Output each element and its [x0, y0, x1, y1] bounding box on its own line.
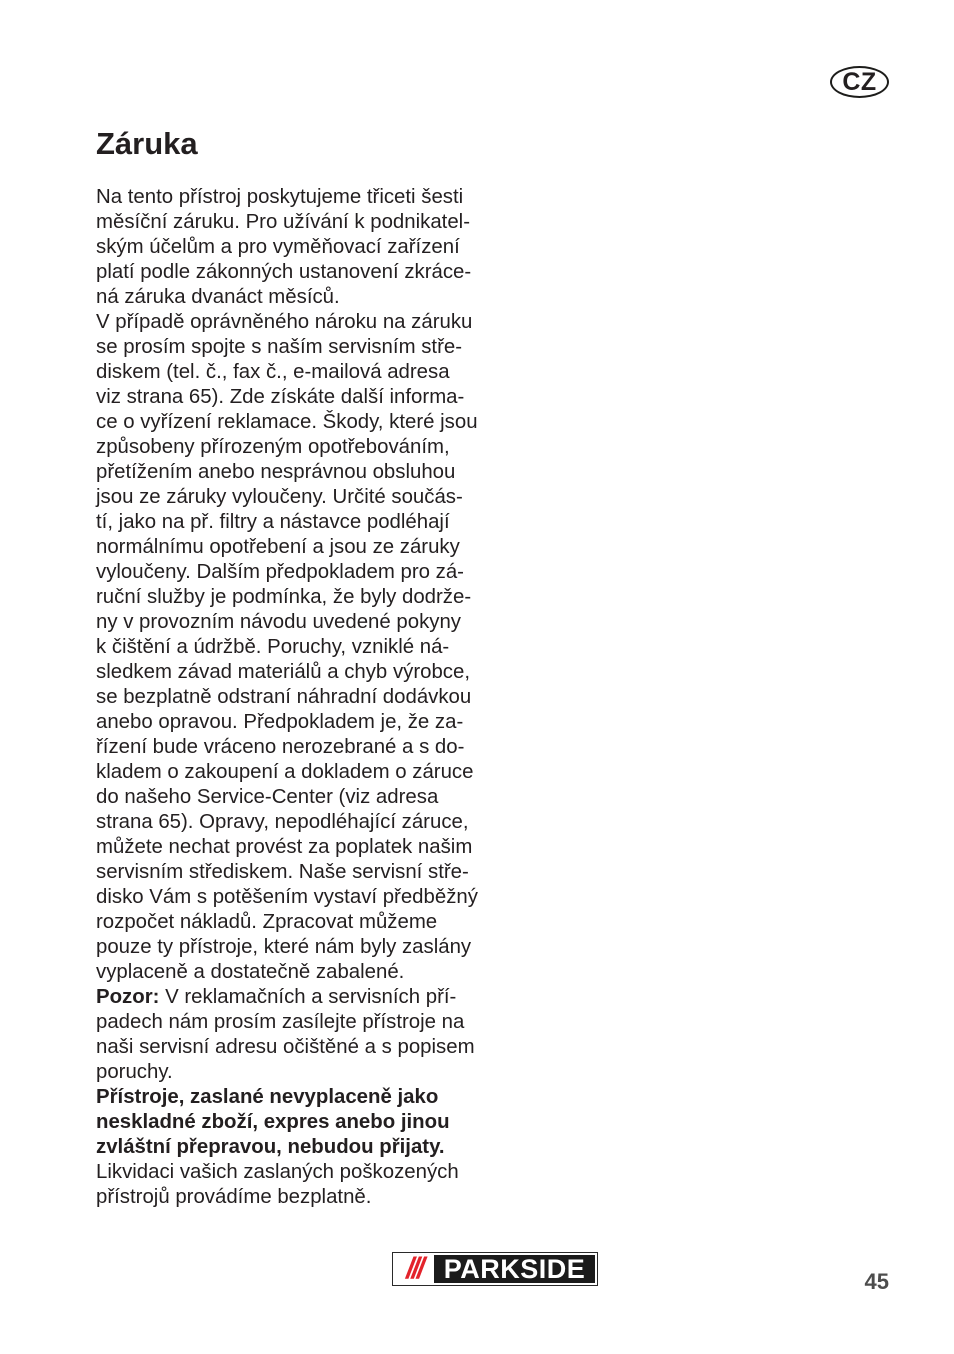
text-run: kladem o zakoupení a dokladem o záruce [96, 761, 474, 783]
body-line [96, 360, 496, 385]
body-line [96, 985, 496, 1010]
body-line [96, 610, 496, 635]
body-line [96, 260, 496, 285]
text-run: viz strana 65). Zde získáte další informa- [96, 386, 465, 408]
body-line [96, 785, 496, 810]
body-line [96, 885, 496, 910]
text-run: se prosím spojte s naším servisním stře- [96, 336, 462, 358]
body-line [96, 860, 496, 885]
text-run: V případě oprávněného nároku na záruku [96, 311, 473, 333]
text-run: naši servisní adresu očištěné a s popisem [96, 1036, 475, 1058]
warranty-body-text [96, 185, 496, 1210]
text-run: měsíční záruku. Pro užívání k podnikatel- [96, 211, 471, 233]
language-badge-cz [830, 66, 889, 98]
text-run: můžete nechat provést za poplatek našim [96, 836, 473, 858]
body-line [96, 685, 496, 710]
text-run: ny v provozním návodu uvedené pokyny [96, 611, 461, 633]
body-line [96, 560, 496, 585]
text-run: jsou ze záruky vyloučeny. Určité součás- [96, 486, 463, 508]
bold-text-run: Přístroje, zaslané nevyplaceně jako [96, 1086, 439, 1108]
text-run: Na tento přístroj poskytujeme třiceti šesti [96, 186, 464, 208]
text-run: servisním střediskem. Naše servisní stře- [96, 861, 469, 883]
body-line [96, 760, 496, 785]
body-line [96, 310, 496, 335]
text-run: diskem (tel. č., fax č., e-mailová adresa [96, 361, 450, 383]
text-run: normálnímu opotřebení a jsou ze záruky [96, 536, 460, 558]
text-run: pouze ty přístroje, které nám byly zaslány [96, 936, 472, 958]
body-line [96, 1135, 496, 1160]
body-line [96, 810, 496, 835]
body-line [96, 1010, 496, 1035]
bold-text-run: Pozor: [96, 986, 160, 1008]
text-run: ským účelům a pro vyměňovací zařízení [96, 236, 460, 258]
body-line [96, 285, 496, 310]
bold-text-run: zvláštní přepravou, nebudou přijaty. [96, 1136, 445, 1158]
body-line [96, 935, 496, 960]
body-line [96, 510, 496, 535]
text-run: V reklamačních a servisních pří- [159, 986, 457, 1008]
text-run: vyplaceně a dostatečně zabalené. [96, 961, 405, 983]
body-line [96, 910, 496, 935]
page-title: Záruka [96, 126, 198, 161]
text-run: vyloučeny. Dalším předpokladem pro zá- [96, 561, 464, 583]
page-number: 45 [864, 1269, 889, 1294]
text-run: rozpočet nákladů. Zpracovat můžeme [96, 911, 438, 933]
text-run: sledkem závad materiálů a chyb výrobce, [96, 661, 471, 683]
body-line [96, 485, 496, 510]
body-line [96, 585, 496, 610]
text-run: poruchy. [96, 1061, 173, 1083]
text-run: disko Vám s potěšením vystaví předběžný [96, 886, 478, 908]
text-run: strana 65). Opravy, nepodléhající záruce, [96, 811, 469, 833]
text-run: anebo opravou. Předpokladem je, že za- [96, 711, 464, 733]
body-line [96, 1160, 496, 1185]
body-line [96, 1060, 496, 1085]
body-line [96, 460, 496, 485]
text-run: přístrojů provádíme bezplatně. [96, 1186, 372, 1208]
body-line [96, 1185, 496, 1210]
parkside-logo [392, 1252, 598, 1286]
text-run: řízení bude vráceno nerozebrané a s do- [96, 736, 465, 758]
language-badge-label: CZ [842, 67, 877, 96]
body-line [96, 1110, 496, 1135]
body-line [96, 835, 496, 860]
text-run: ruční služby je podmínka, že byly dodrže- [96, 586, 472, 608]
body-line [96, 635, 496, 660]
body-line [96, 1035, 496, 1060]
body-line [96, 710, 496, 735]
bold-text-run: neskladné zboží, expres anebo jinou [96, 1111, 450, 1133]
text-run: ce o vyřízení reklamace. Škody, které jsou [96, 411, 478, 433]
text-run: Likvidaci vašich zaslaných poškozených [96, 1161, 459, 1183]
body-line [96, 385, 496, 410]
text-run: tí, jako na př. filtry a nástavce podléhají [96, 511, 450, 533]
body-line [96, 435, 496, 460]
text-run: k čištění a údržbě. Poruchy, vzniklé ná- [96, 636, 450, 658]
body-line [96, 335, 496, 360]
logo-brand: PARKSIDE [434, 1255, 595, 1283]
text-run: padech nám prosím zasílejte přístroje na [96, 1011, 465, 1033]
body-line [96, 235, 496, 260]
body-line [96, 735, 496, 760]
body-line [96, 410, 496, 435]
body-line [96, 960, 496, 985]
body-line [96, 535, 496, 560]
text-run: ná záruka dvanáct měsíců. [96, 286, 340, 308]
body-line [96, 210, 496, 235]
body-line [96, 1085, 496, 1110]
text-run: přetížením anebo nesprávnou obsluhou [96, 461, 456, 483]
text-run: platí podle zákonných ustanovení zkráce- [96, 261, 472, 283]
text-run: způsobeny přírozeným opotřebováním, [96, 436, 450, 458]
text-run: se bezplatně odstraní náhradní dodávkou [96, 686, 472, 708]
body-line [96, 660, 496, 685]
body-line [96, 185, 496, 210]
text-run: do našeho Service-Center (viz adresa [96, 786, 439, 808]
logo-slashes: /// [405, 1252, 422, 1285]
